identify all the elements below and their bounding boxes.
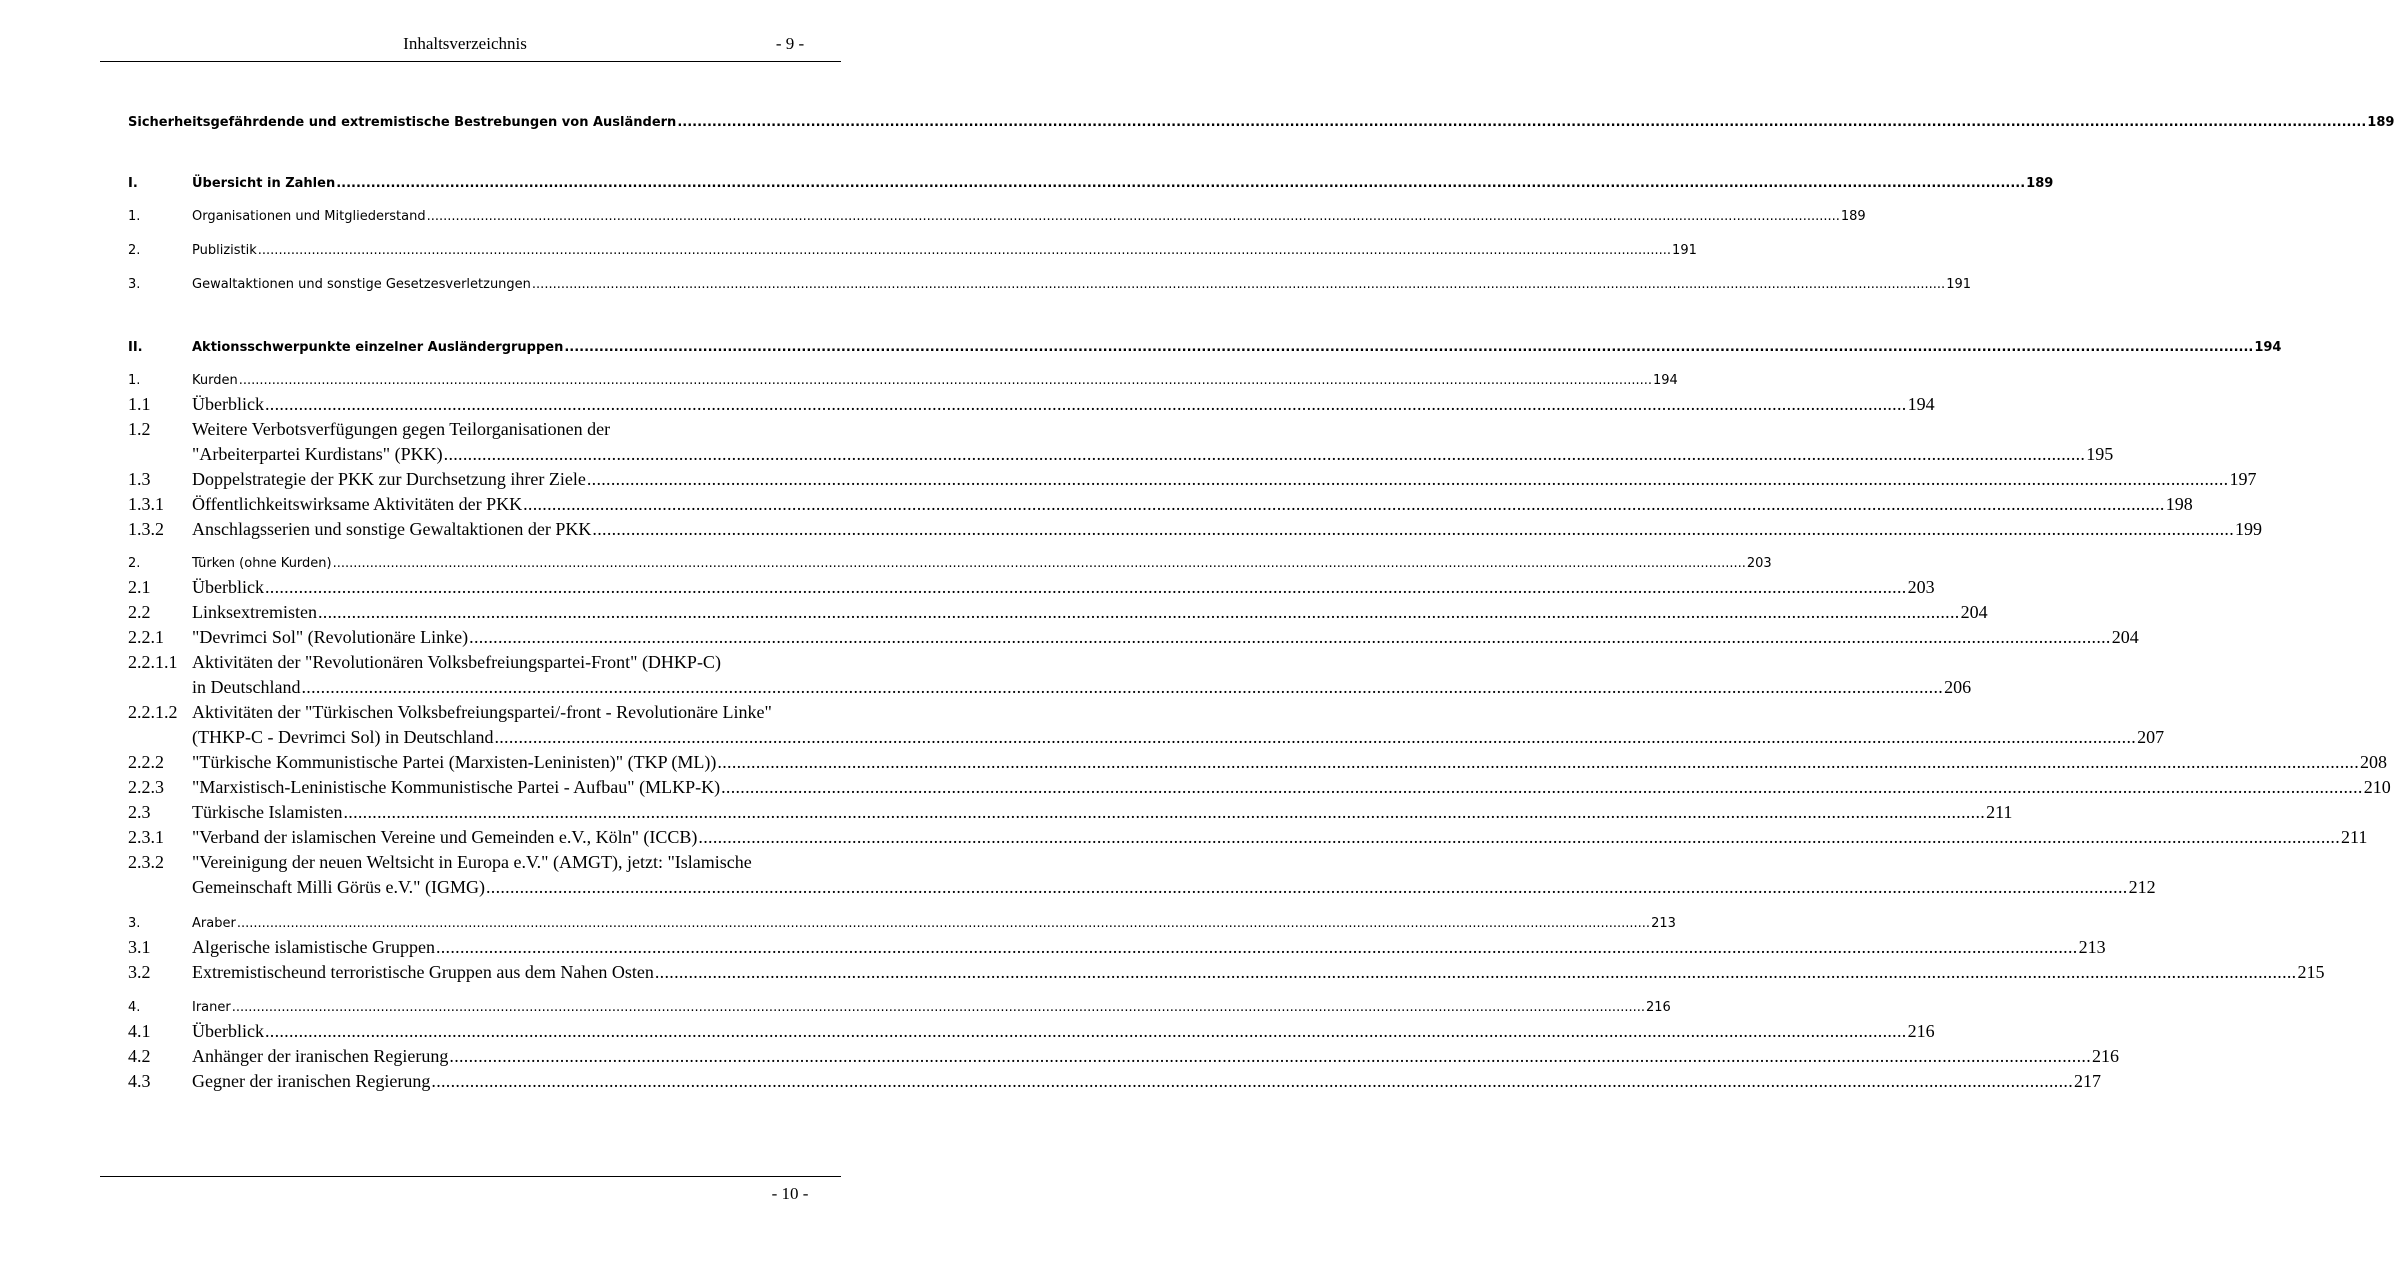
dot-leader (237, 916, 1650, 931)
toc-entry-title: Gegner der iranischen Regierung (192, 1071, 431, 1091)
toc-entry-number: 2.3 (128, 802, 151, 822)
toc-entry-number: 1.3.1 (128, 494, 164, 514)
toc-entry-number: 4.3 (128, 1071, 151, 1091)
toc-entry-number: 1. (128, 373, 141, 388)
toc-entry-page: 212 (2128, 877, 2156, 897)
dot-leader (427, 209, 1840, 224)
toc-entry[interactable] (128, 652, 838, 673)
toc-entry-continuation[interactable] (128, 444, 2114, 465)
toc-entry-page: 211 (1986, 802, 2013, 822)
toc-entry-title: Aktionsschwerpunkte einzelner Ausländergruppen (192, 340, 564, 355)
toc-entry-page: 208 (2360, 752, 2388, 772)
toc-entry-number: 2.2 (128, 602, 151, 622)
toc-entry-continuation[interactable] (128, 677, 1972, 698)
toc-entry-page: 189 (2367, 115, 2394, 130)
toc-entry[interactable] (128, 1046, 2120, 1067)
dot-leader (523, 494, 2165, 515)
toc-entry-title: Organisationen und Mitgliederstand (192, 209, 426, 224)
toc-entry-number: 2. (128, 556, 141, 571)
toc-entry-title: Türkische Islamisten (192, 802, 343, 822)
toc-entry-title: Algerische islamistische Gruppen (192, 937, 435, 957)
dot-leader (494, 727, 2136, 748)
dot-leader (469, 627, 2111, 648)
toc-entry[interactable] (128, 962, 2325, 983)
dot-leader (449, 1046, 2091, 1067)
toc-entry-number: 2.3.2 (128, 852, 164, 872)
toc-entry-page: 194 (1653, 373, 1678, 388)
toc-entry-page: 197 (2229, 469, 2257, 489)
toc-entry-title: "Verband der islamischen Vereine und Gemeinden e.V., Köln" (ICCB) (192, 827, 698, 847)
toc-entry-title: "Devrimci Sol" (Revolutionäre Linke) (192, 627, 469, 647)
toc-entry-title: Anschlagsserien und sonstige Gewaltaktionen der PKK (192, 519, 592, 539)
dot-leader (333, 556, 1746, 571)
toc-entry-page: 216 (2092, 1046, 2120, 1066)
dot-leader (336, 176, 2025, 191)
header-rule (100, 61, 841, 62)
toc-entry-number: 2.1 (128, 577, 151, 597)
toc-entry-page: 199 (2235, 519, 2263, 539)
toc-entry[interactable] (128, 419, 838, 440)
dot-leader (587, 469, 2229, 490)
dot-leader (655, 962, 2297, 983)
toc-entry-title: Übersicht in Zahlen (192, 176, 336, 191)
toc-entry-number: 2.2.1 (128, 627, 164, 647)
toc-entry-number: 1. (128, 209, 141, 224)
dot-leader (239, 373, 1652, 388)
toc-entry-title: Extremistischeund terroristische Gruppen aus dem Nahen Osten (192, 962, 654, 982)
toc-entry[interactable] (128, 827, 2368, 848)
toc-entry-number: II. (128, 340, 143, 355)
toc-entry-page: 217 (2074, 1071, 2102, 1091)
toc-entry-title-continued: (THKP-C - Devrimci Sol) in Deutschland (192, 727, 494, 747)
toc-entry-page: 210 (2363, 777, 2391, 797)
toc-entry-number: I. (128, 176, 138, 191)
dot-leader (265, 1021, 1907, 1042)
toc-entry-title: Überblick (192, 1021, 264, 1041)
toc-entry-continuation[interactable] (128, 727, 2165, 748)
toc-entry-title: Kurden (192, 373, 238, 388)
toc-entry-number: 3. (128, 277, 141, 292)
toc-entry[interactable] (128, 1021, 1935, 1042)
toc-entry-title: "Vereinigung der neuen Weltsicht in Europa e.V." (AMGT), jetzt: "Islamische (192, 852, 752, 872)
toc-entry-main[interactable] (128, 115, 2394, 130)
toc-entry-number: 1.3 (128, 469, 151, 489)
toc-entry-title: "Türkische Kommunistische Partei (Marxisten-Leninisten)" (TKP (ML)) (192, 752, 717, 772)
toc-entry-number: 2.2.3 (128, 777, 164, 797)
toc-entry[interactable] (128, 494, 2193, 515)
toc-entry-section-i[interactable] (128, 176, 2054, 191)
toc-entry-number: 2.2.1.1 (128, 652, 178, 672)
toc-entry[interactable] (128, 519, 2263, 540)
toc-entry[interactable] (128, 627, 2139, 648)
toc-entry-title: Gewaltaktionen und sonstige Gesetzesverletzungen (192, 277, 531, 292)
toc-entry-title: Anhänger der iranischen Regierung (192, 1046, 449, 1066)
toc-entry-title-continued: Gemeinschaft Milli Görüs e.V." (IGMG) (192, 877, 485, 897)
toc-entry-title: Überblick (192, 394, 264, 414)
toc-entry-page: 213 (1651, 916, 1676, 931)
toc-entry-page: 203 (1907, 577, 1935, 597)
toc-entry-page: 215 (2297, 962, 2325, 982)
toc-entry-group-kurden[interactable] (128, 373, 1678, 388)
dot-leader (444, 444, 2086, 465)
toc-entry-title: Überblick (192, 577, 264, 597)
toc-entry-group-iraner[interactable] (128, 1000, 1671, 1015)
footer-page-number: - 10 - (771, 1184, 809, 1203)
dot-leader (564, 340, 2253, 355)
toc-entry[interactable] (128, 752, 2388, 773)
toc-entry[interactable] (128, 937, 2106, 958)
toc-entry-page: 207 (2137, 727, 2165, 747)
toc-entry-title: "Marxistisch-Leninistische Kommunistische Partei - Aufbau" (MLKP-K) (192, 777, 721, 797)
toc-entry[interactable] (128, 602, 1988, 623)
dot-leader (343, 802, 1985, 823)
dot-leader (721, 777, 2363, 798)
toc-entry-page: 198 (2165, 494, 2193, 514)
toc-entry-title: Türken (ohne Kurden) (192, 556, 332, 571)
toc-entry-page: 213 (2078, 937, 2106, 957)
toc-entry-number: 4.2 (128, 1046, 151, 1066)
toc-entry-page: 216 (1907, 1021, 1935, 1041)
toc-entry-title: Publizistik (192, 243, 257, 258)
toc-entry-number: 2. (128, 243, 141, 258)
running-header-page-number: - 9 - (775, 34, 805, 53)
toc-entry-title: Öffentlichkeitswirksame Aktivitäten der PKK (192, 494, 523, 514)
toc-entry-group-tuerken[interactable] (128, 556, 1772, 571)
running-header-title: Inhaltsverzeichnis (403, 34, 527, 53)
toc-entry-page: 189 (1840, 209, 1866, 224)
dot-leader (431, 1071, 2073, 1092)
toc-entry-number: 3. (128, 916, 141, 931)
toc-entry-page: 194 (2254, 340, 2282, 355)
dot-leader (265, 577, 1907, 598)
toc-entry-number: 3.1 (128, 937, 151, 957)
dot-leader (232, 1000, 1645, 1015)
toc-entry-number: 1.2 (128, 419, 151, 439)
dot-leader (265, 394, 1907, 415)
toc-entry-group-araber[interactable] (128, 916, 1676, 931)
toc-entry-page: 191 (1946, 277, 1972, 292)
toc-entry-page: 216 (1646, 1000, 1671, 1015)
toc-entry[interactable] (128, 209, 1866, 224)
toc-entry-page: 204 (1960, 602, 1988, 622)
toc-entry[interactable] (128, 802, 2013, 823)
toc-entry[interactable] (128, 852, 838, 873)
toc-entry-title: Iraner (192, 1000, 231, 1015)
toc-entry[interactable] (128, 469, 2257, 490)
toc-entry-title: Aktivitäten der "Türkischen Volksbefreiungspartei/-front - Revolutionäre Linke" (192, 702, 772, 722)
toc-entry-section-ii[interactable] (128, 340, 2282, 355)
toc-entry[interactable] (128, 1071, 2102, 1092)
toc-entry-page: 204 (2111, 627, 2139, 647)
dot-leader (532, 277, 1945, 292)
dot-leader (301, 677, 1943, 698)
toc-entry-number: 1.3.2 (128, 519, 164, 539)
toc-entry[interactable] (128, 277, 1972, 292)
toc-entry-title: Linksextremisten (192, 602, 317, 622)
toc-entry-page: 206 (1944, 677, 1972, 697)
toc-entry-number: 2.2.1.2 (128, 702, 178, 722)
toc-entry-title-continued: in Deutschland (192, 677, 301, 697)
toc-entry-number: 1.1 (128, 394, 151, 414)
dot-leader (436, 937, 2078, 958)
toc-entry-number: 2.3.1 (128, 827, 164, 847)
toc-entry[interactable] (128, 394, 1935, 415)
toc-entry-number: 4.1 (128, 1021, 151, 1041)
toc-entry-title: Weitere Verbotsverfügungen gegen Teilorganisationen der (192, 419, 611, 439)
toc-entry-title: Doppelstrategie der PKK zur Durchsetzung ihrer Ziele (192, 469, 586, 489)
toc-entry-page: 191 (1672, 243, 1697, 258)
toc-entry[interactable] (128, 577, 1935, 598)
toc-entry-title: Aktivitäten der "Revolutionären Volksbefreiungspartei-Front" (DHKP-C) (192, 652, 721, 672)
toc-entry-page: 194 (1907, 394, 1935, 414)
toc-entry-number: 3.2 (128, 962, 151, 982)
toc-entry-page: 189 (2026, 176, 2054, 191)
toc-entry-title-continued: "Arbeiterpartei Kurdistans" (PKK) (192, 444, 443, 464)
toc-entry[interactable] (128, 777, 2391, 798)
dot-leader (486, 877, 2128, 898)
toc-entry-title: Sicherheitsgefährdende und extremistische Bestrebungen von Ausländern (128, 115, 677, 130)
toc-entry-continuation[interactable] (128, 877, 2156, 898)
toc-entry-number: 4. (128, 1000, 141, 1015)
toc-entry[interactable] (128, 702, 838, 723)
dot-leader (592, 519, 2234, 540)
dot-leader (717, 752, 2359, 773)
dot-leader (318, 602, 1960, 623)
toc-entry-page: 203 (1746, 556, 1772, 571)
footer-rule (100, 1176, 841, 1177)
toc-entry[interactable] (128, 243, 1697, 258)
toc-entry-page: 211 (2341, 827, 2368, 847)
toc-entry-number: 2.2.2 (128, 752, 164, 772)
dot-leader (258, 243, 1671, 258)
toc-entry-page: 195 (2086, 444, 2114, 464)
dot-leader (677, 115, 2366, 130)
toc-entry-title: Araber (192, 916, 236, 931)
dot-leader (698, 827, 2340, 848)
